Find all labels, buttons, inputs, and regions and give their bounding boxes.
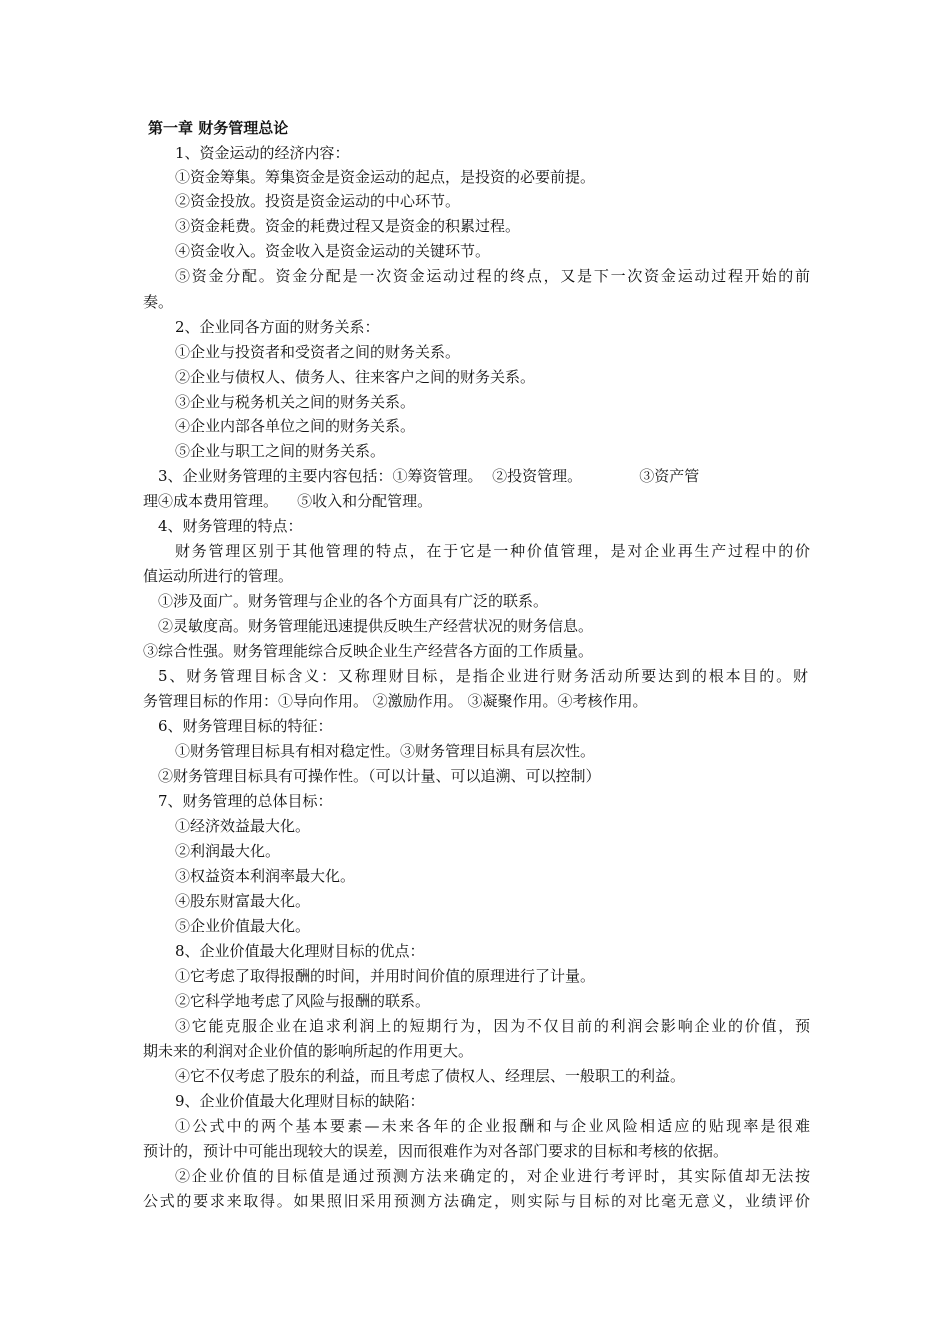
paragraph-line: 值运动所进行的管理。 bbox=[143, 567, 294, 585]
paragraph-line: ②企业与债权人、债务人、往来客户之间的财务关系。 bbox=[175, 368, 536, 386]
paragraph-line: ⑤企业价值最大化。 bbox=[175, 917, 311, 935]
paragraph-line: 期未来的利润对企业价值的影响所起的作用更大。 bbox=[143, 1042, 474, 1060]
paragraph-line: ③企业与税务机关之间的财务关系。 bbox=[175, 393, 416, 411]
paragraph-line: 理④成本费用管理。 ⑤收入和分配管理。 bbox=[143, 492, 433, 510]
paragraph-line: ④它不仅考虑了股东的利益，而且考虑了债权人、经理层、一般职工的利益。 bbox=[175, 1067, 686, 1085]
paragraph-line: ②利润最大化。 bbox=[175, 842, 281, 860]
paragraph-line: ④资金收入。资金收入是资金运动的关键环节。 bbox=[175, 242, 491, 260]
paragraph-line: ②灵敏度高。财务管理能迅速提供反映生产经营状况的财务信息。 bbox=[158, 617, 594, 635]
paragraph-line: 预计的，预计中可能出现较大的误差，因而很难作为对各部门要求的目标和考核的依据。 bbox=[143, 1142, 729, 1160]
paragraph-line: ④企业内部各单位之间的财务关系。 bbox=[175, 417, 416, 435]
paragraph-line: 务管理目标的作用：①导向作用。 ②激励作用。 ③凝聚作用。④考核作用。 bbox=[143, 692, 648, 710]
paragraph-line: ②资金投放。投资是资金运动的中心环节。 bbox=[175, 192, 461, 210]
paragraph-line: ①经济效益最大化。 bbox=[175, 817, 311, 835]
paragraph-line: 6、财务管理目标的特征： bbox=[158, 717, 333, 735]
paragraph-line: ①企业与投资者和受资者之间的财务关系。 bbox=[175, 343, 461, 361]
paragraph-line: 9、企业价值最大化理财目标的缺陷： bbox=[175, 1092, 425, 1110]
paragraph-line: 奏。 bbox=[143, 293, 174, 311]
paragraph-line: ⑤企业与职工之间的财务关系。 bbox=[175, 442, 386, 460]
paragraph-line: ③它能克服企业在追求利润上的短期行为，因为不仅目前的利润会影响企业的价值，预 bbox=[175, 1017, 810, 1035]
paragraph-line: ②财务管理目标具有可操作性。（可以计量、可以追溯、可以控制） bbox=[158, 767, 601, 785]
paragraph-line: ①它考虑了取得报酬的时间，并用时间价值的原理进行了计量。 bbox=[175, 967, 596, 985]
paragraph-line: 财务管理区别于其他管理的特点，在于它是一种价值管理，是对企业再生产过程中的价 bbox=[175, 542, 810, 560]
paragraph-line: 3、企业财务管理的主要内容包括：①筹资管理。 ②投资管理。 ③资产管 bbox=[158, 467, 700, 485]
paragraph-line: ①财务管理目标具有相对稳定性。③财务管理目标具有层次性。 bbox=[175, 742, 596, 760]
paragraph-line: ③权益资本利润率最大化。 bbox=[175, 867, 356, 885]
paragraph-line: ①公式中的两个基本要素—未来各年的企业报酬和与企业风险相适应的贴现率是很难 bbox=[175, 1117, 810, 1135]
paragraph-line: ⑤资金分配。资金分配是一次资金运动过程的终点，又是下一次资金运动过程开始的前 bbox=[175, 267, 810, 285]
paragraph-line: ②企业价值的目标值是通过预测方法来确定的，对企业进行考评时，其实际值却无法按 bbox=[175, 1167, 810, 1185]
paragraph-line: ④股东财富最大化。 bbox=[175, 892, 311, 910]
paragraph-line: 1、资金运动的经济内容： bbox=[175, 144, 350, 162]
paragraph-line: 8、企业价值最大化理财目标的优点： bbox=[175, 942, 425, 960]
paragraph-line: 公式的要求来取得。如果照旧采用预测方法确定，则实际与目标的对比毫无意义，业绩评价 bbox=[143, 1192, 810, 1210]
paragraph-line: 2、企业同各方面的财务关系： bbox=[175, 318, 380, 336]
paragraph-line: ①资金筹集。筹集资金是资金运动的起点，是投资的必要前提。 bbox=[175, 168, 596, 186]
paragraph-line: 5、财务管理目标含义：又称理财目标，是指企业进行财务活动所要达到的根本目的。财 bbox=[158, 667, 808, 685]
paragraph-line: ③综合性强。财务管理能综合反映企业生产经营各方面的工作质量。 bbox=[143, 642, 594, 660]
paragraph-line: ①涉及面广。财务管理与企业的各个方面具有广泛的联系。 bbox=[158, 592, 549, 610]
paragraph-line: 4、财务管理的特点： bbox=[158, 517, 303, 535]
paragraph-line: ③资金耗费。资金的耗费过程又是资金的积累过程。 bbox=[175, 217, 521, 235]
chapter-title: 第一章 财务管理总论 bbox=[148, 119, 289, 137]
paragraph-line: ②它科学地考虑了风险与报酬的联系。 bbox=[175, 992, 431, 1010]
paragraph-line: 7、财务管理的总体目标： bbox=[158, 792, 333, 810]
